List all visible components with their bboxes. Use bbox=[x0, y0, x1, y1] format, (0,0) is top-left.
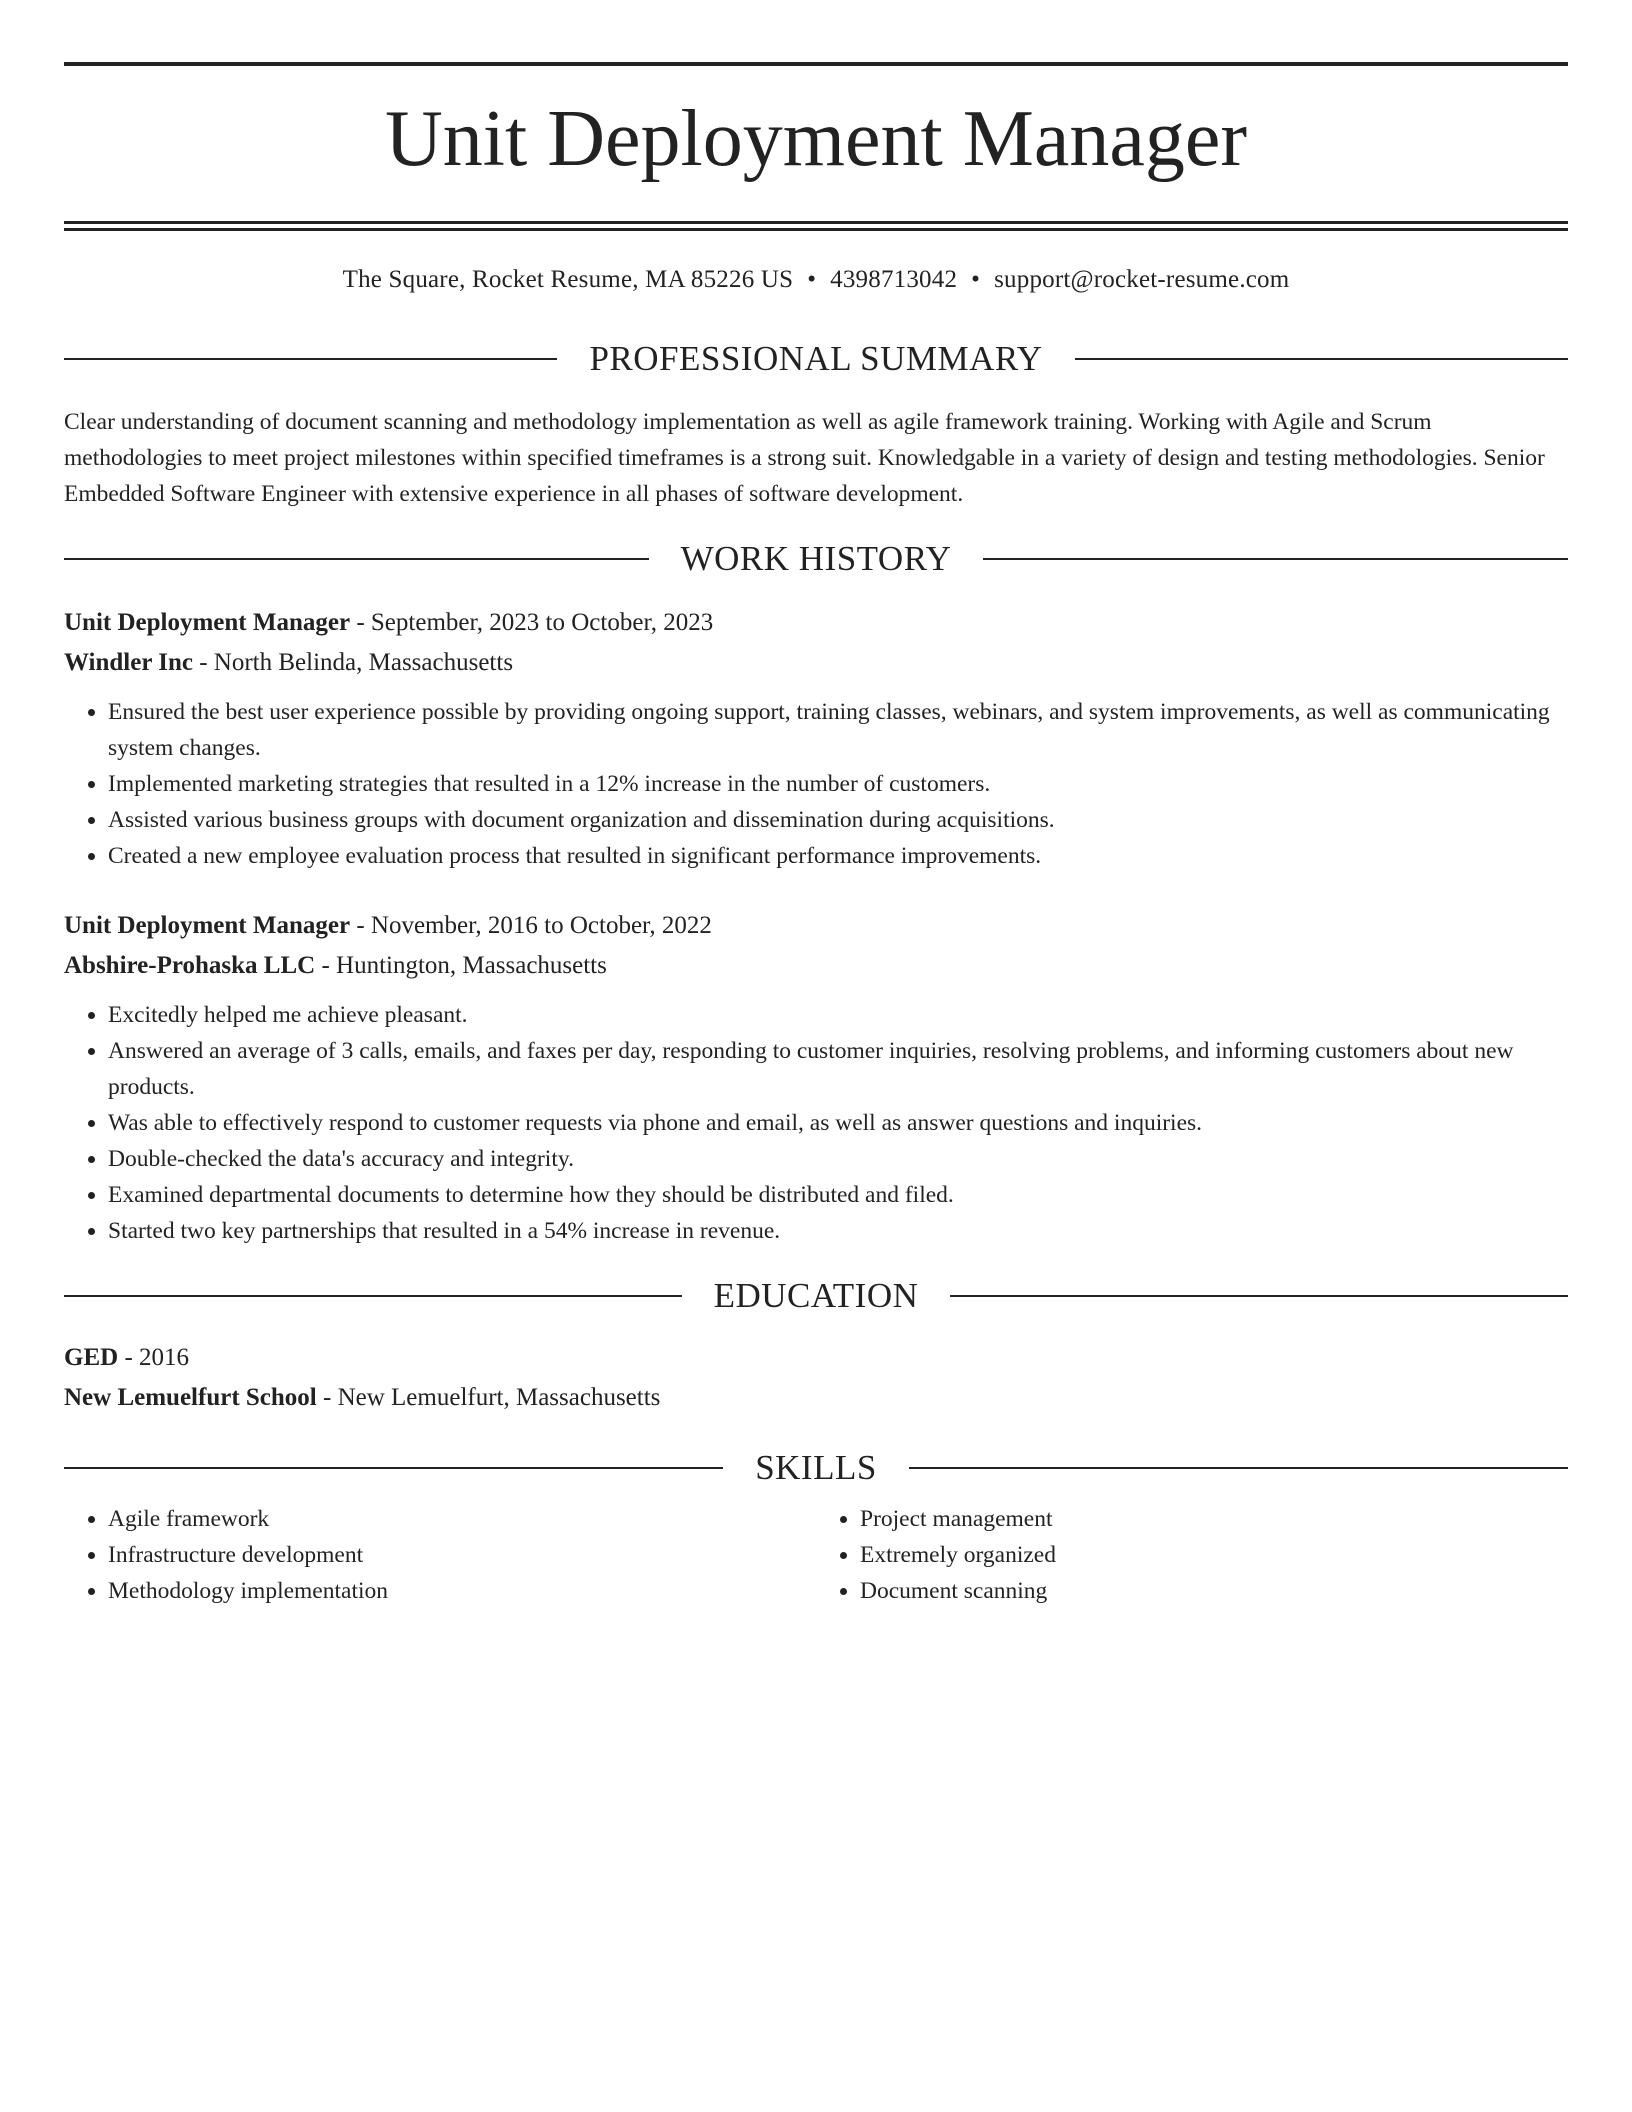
job-company: Abshire-Prohaska LLC bbox=[64, 952, 316, 979]
resume-name: Unit Deployment Manager bbox=[385, 95, 1247, 183]
skills-heading bbox=[64, 1448, 1568, 1488]
header-top-rule bbox=[64, 62, 1568, 66]
heading-rule-right bbox=[909, 1467, 1568, 1469]
work-history-heading bbox=[64, 539, 1568, 579]
job-bullet: • Was able to effectively respond to customer requests via phone and email, as well as answer questions and inquiries. bbox=[108, 1105, 1568, 1141]
job-entry bbox=[64, 906, 1568, 1249]
job-company-line bbox=[64, 946, 1568, 986]
summary-text: Clear understanding of document scanning and methodology implementation as well as agile framework training. Working with Agile and Scrum methodologies to meet project milestones within specified timeframes is a strong suit. Knowledgable in a variety of design and testing methodologies. Senior Embedded Software Engineer with extensive experience in all phases of software development. bbox=[64, 409, 1545, 507]
header-double-rule bbox=[64, 221, 1568, 231]
skills-heading-title: SKILLS bbox=[755, 1448, 877, 1487]
contact-separator: • bbox=[807, 266, 817, 293]
job-bullet: • Examined departmental documents to determine how they should be distributed and filed. bbox=[108, 1177, 1568, 1213]
heading-rule-left bbox=[64, 1467, 723, 1469]
heading-rule-left bbox=[64, 558, 649, 560]
education-degree: GED bbox=[64, 1344, 119, 1371]
skills-list-left bbox=[64, 1501, 816, 1609]
job-bullets bbox=[64, 997, 1568, 1249]
job-company: Windler Inc bbox=[64, 649, 193, 676]
job-bullet: • Implemented marketing strategies that resulted in a 12% increase in the number of customers. bbox=[108, 766, 1568, 802]
skill-item: • Methodology implementation bbox=[108, 1573, 816, 1609]
job-title-line bbox=[64, 906, 1568, 946]
skill-item: • Project management bbox=[860, 1501, 1568, 1537]
skills-list-right bbox=[816, 1501, 1568, 1609]
education-school: New Lemuelfurt School bbox=[64, 1384, 317, 1411]
skill-item: • Document scanning bbox=[860, 1573, 1568, 1609]
heading-rule-left bbox=[64, 1295, 682, 1297]
education-school-line bbox=[64, 1378, 1568, 1418]
heading-rule-left bbox=[64, 358, 557, 360]
education-heading-title: EDUCATION bbox=[713, 1276, 919, 1315]
skill-item: • Extremely organized bbox=[860, 1537, 1568, 1573]
contact-phone[interactable]: 4398713042 bbox=[830, 266, 958, 293]
job-title-line bbox=[64, 603, 1568, 643]
skills-columns bbox=[64, 1501, 1568, 1609]
job-company-line bbox=[64, 643, 1568, 683]
job-bullet: • Double-checked the data's accuracy and integrity. bbox=[108, 1141, 1568, 1177]
education-location: - New Lemuelfurt, Massachusetts bbox=[316, 1384, 661, 1411]
job-bullet: • Created a new employee evaluation process that resulted in significant performance improvements. bbox=[108, 838, 1568, 874]
job-dates: - September, 2023 to October, 2023 bbox=[350, 609, 714, 636]
education-heading bbox=[64, 1276, 1568, 1316]
job-entry bbox=[64, 603, 1568, 874]
heading-rule-right bbox=[983, 558, 1568, 560]
job-location: - Huntington, Massachusetts bbox=[315, 952, 607, 979]
heading-rule-right bbox=[1075, 358, 1568, 360]
education-entry bbox=[64, 1338, 1568, 1418]
job-bullet: • Assisted various business groups with document organization and dissemination during acquisitions. bbox=[108, 802, 1568, 838]
education-year: - 2016 bbox=[118, 1344, 190, 1371]
job-title: Unit Deployment Manager bbox=[64, 912, 351, 939]
job-title: Unit Deployment Manager bbox=[64, 609, 351, 636]
summary-heading bbox=[64, 339, 1568, 379]
job-bullet: • Excitedly helped me achieve pleasant. bbox=[108, 997, 1568, 1033]
contact-separator: • bbox=[971, 266, 981, 293]
contact-email[interactable]: support@rocket-resume.com bbox=[994, 266, 1290, 293]
skill-item: • Agile framework bbox=[108, 1501, 816, 1537]
summary-heading-title: PROFESSIONAL SUMMARY bbox=[589, 339, 1043, 378]
contact-address: The Square, Rocket Resume, MA 85226 US bbox=[342, 266, 794, 293]
contact-line bbox=[64, 265, 1568, 295]
job-bullet: • Started two key partnerships that resulted in a 54% increase in revenue. bbox=[108, 1213, 1568, 1249]
skill-item: • Infrastructure development bbox=[108, 1537, 816, 1573]
education-degree-line bbox=[64, 1338, 1568, 1378]
job-dates: - November, 2016 to October, 2022 bbox=[350, 912, 712, 939]
job-bullet: • Ensured the best user experience possible by providing ongoing support, training classes, webinars, and system improvements, as well as communicating system changes. bbox=[108, 694, 1568, 766]
job-location: - North Belinda, Massachusetts bbox=[192, 649, 514, 676]
job-bullet: • Answered an average of 3 calls, emails, and faxes per day, responding to customer inquiries, resolving problems, and informing customers about new products. bbox=[108, 1033, 1568, 1105]
heading-rule-right bbox=[950, 1295, 1568, 1297]
job-bullets bbox=[64, 694, 1568, 874]
work-history-heading-title: WORK HISTORY bbox=[680, 539, 952, 578]
